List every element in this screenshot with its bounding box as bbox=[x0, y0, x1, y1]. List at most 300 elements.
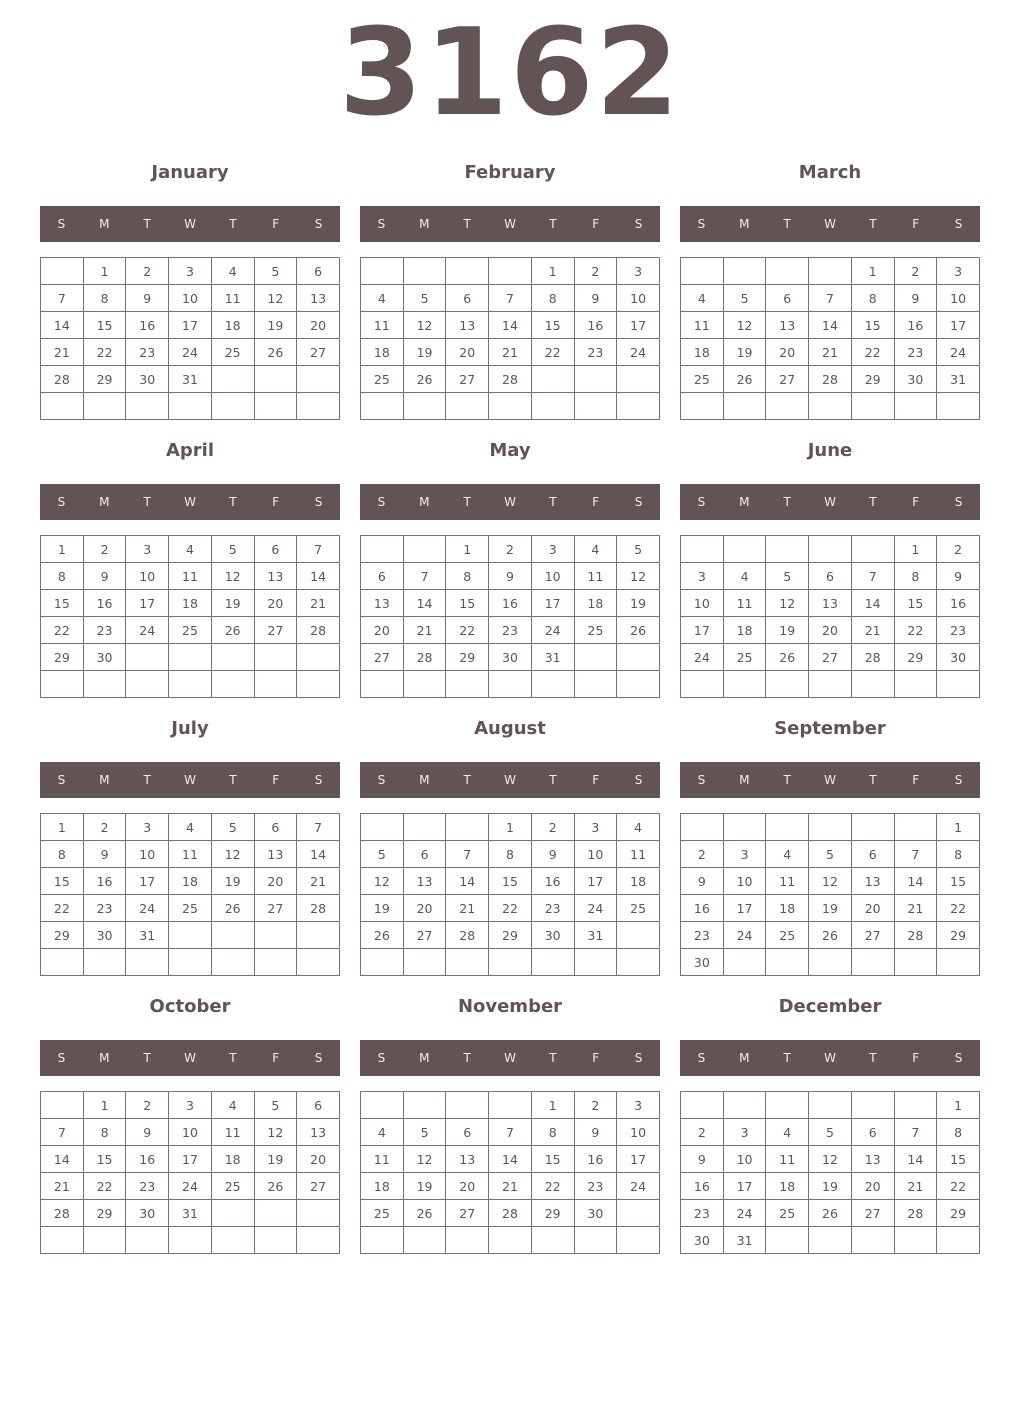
day-cell: 19 bbox=[809, 1173, 852, 1200]
day-cell: 26 bbox=[361, 922, 404, 949]
day-cell: 23 bbox=[574, 339, 617, 366]
day-cell: 29 bbox=[937, 1200, 980, 1227]
weekday-header bbox=[40, 484, 340, 520]
weekday-header bbox=[680, 484, 980, 520]
empty-day-cell bbox=[403, 1092, 446, 1119]
day-cell: 9 bbox=[574, 285, 617, 312]
week-row bbox=[681, 1173, 980, 1200]
day-cell: 21 bbox=[489, 1173, 532, 1200]
weekday-label: F bbox=[592, 495, 600, 509]
day-cell: 26 bbox=[403, 1200, 446, 1227]
day-cell: 19 bbox=[254, 312, 297, 339]
empty-day-cell bbox=[211, 366, 254, 393]
empty-day-cell bbox=[809, 536, 852, 563]
day-cell: 3 bbox=[681, 563, 724, 590]
day-cell: 24 bbox=[169, 1173, 212, 1200]
empty-day-cell bbox=[851, 814, 894, 841]
day-cell: 4 bbox=[169, 814, 212, 841]
weekday-label: W bbox=[504, 495, 516, 509]
day-cell: 26 bbox=[617, 617, 660, 644]
week-row bbox=[361, 366, 660, 393]
week-row bbox=[361, 536, 660, 563]
day-cell: 2 bbox=[126, 258, 169, 285]
day-cell: 24 bbox=[937, 339, 980, 366]
empty-day-cell bbox=[894, 949, 937, 976]
empty-day-cell bbox=[489, 1092, 532, 1119]
weekday-label: T bbox=[229, 495, 237, 509]
day-cell: 9 bbox=[894, 285, 937, 312]
day-cell: 25 bbox=[169, 895, 212, 922]
month-name: March bbox=[798, 162, 862, 183]
day-cell: 21 bbox=[809, 339, 852, 366]
day-cell: 19 bbox=[766, 617, 809, 644]
empty-day-cell bbox=[723, 671, 766, 698]
day-cell: 3 bbox=[126, 536, 169, 563]
empty-day-cell bbox=[254, 1200, 297, 1227]
day-cell: 29 bbox=[41, 922, 84, 949]
day-cell: 3 bbox=[126, 814, 169, 841]
empty-day-cell bbox=[41, 393, 84, 420]
day-cell: 15 bbox=[851, 312, 894, 339]
day-cell: 16 bbox=[681, 895, 724, 922]
day-cell: 13 bbox=[403, 868, 446, 895]
day-cell: 1 bbox=[531, 1092, 574, 1119]
week-row bbox=[361, 1227, 660, 1254]
day-cell: 9 bbox=[83, 563, 126, 590]
empty-day-cell bbox=[766, 1227, 809, 1254]
day-grid bbox=[360, 1091, 660, 1254]
day-cell: 2 bbox=[83, 814, 126, 841]
weekday-label: M bbox=[419, 1051, 430, 1065]
day-cell: 3 bbox=[574, 814, 617, 841]
day-cell: 30 bbox=[83, 922, 126, 949]
day-cell: 4 bbox=[361, 285, 404, 312]
day-cell: 20 bbox=[361, 617, 404, 644]
week-row bbox=[681, 644, 980, 671]
day-cell: 1 bbox=[446, 536, 489, 563]
weekday-label: F bbox=[592, 773, 600, 787]
day-cell: 16 bbox=[574, 312, 617, 339]
empty-day-cell bbox=[403, 536, 446, 563]
day-cell: 21 bbox=[851, 617, 894, 644]
day-cell: 6 bbox=[297, 258, 340, 285]
day-cell: 20 bbox=[254, 868, 297, 895]
day-cell: 24 bbox=[126, 895, 169, 922]
day-cell: 10 bbox=[126, 841, 169, 868]
weekday-label: S bbox=[634, 773, 643, 787]
week-row bbox=[361, 590, 660, 617]
day-cell: 6 bbox=[361, 563, 404, 590]
day-cell: 22 bbox=[446, 617, 489, 644]
day-cell: 18 bbox=[766, 895, 809, 922]
day-cell: 9 bbox=[574, 1119, 617, 1146]
day-cell: 9 bbox=[681, 868, 724, 895]
day-cell: 29 bbox=[83, 366, 126, 393]
day-cell: 18 bbox=[169, 590, 212, 617]
week-row bbox=[41, 671, 340, 698]
day-cell: 25 bbox=[361, 366, 404, 393]
weekday-label: M bbox=[739, 495, 750, 509]
day-cell: 1 bbox=[41, 814, 84, 841]
weekday-label: F bbox=[272, 217, 280, 231]
month-name: August bbox=[474, 718, 546, 739]
day-cell: 4 bbox=[723, 563, 766, 590]
day-cell: 18 bbox=[723, 617, 766, 644]
day-cell: 23 bbox=[681, 922, 724, 949]
week-row bbox=[41, 258, 340, 285]
day-cell: 9 bbox=[937, 563, 980, 590]
day-cell: 11 bbox=[681, 312, 724, 339]
day-cell: 19 bbox=[403, 339, 446, 366]
day-grid bbox=[680, 535, 980, 698]
week-row bbox=[681, 366, 980, 393]
day-cell: 17 bbox=[531, 590, 574, 617]
empty-day-cell bbox=[211, 1227, 254, 1254]
day-cell: 28 bbox=[894, 1200, 937, 1227]
day-cell: 3 bbox=[531, 536, 574, 563]
week-row bbox=[681, 258, 980, 285]
day-cell: 11 bbox=[211, 285, 254, 312]
day-cell: 22 bbox=[851, 339, 894, 366]
day-cell: 28 bbox=[894, 922, 937, 949]
day-cell: 22 bbox=[41, 895, 84, 922]
day-cell: 24 bbox=[531, 617, 574, 644]
day-cell: 16 bbox=[83, 868, 126, 895]
weekday-label: S bbox=[57, 773, 66, 787]
weekday-label: M bbox=[419, 773, 430, 787]
empty-day-cell bbox=[531, 393, 574, 420]
week-row bbox=[361, 644, 660, 671]
day-cell: 17 bbox=[937, 312, 980, 339]
day-cell: 24 bbox=[723, 1200, 766, 1227]
day-cell: 6 bbox=[851, 1119, 894, 1146]
day-cell: 24 bbox=[681, 644, 724, 671]
month-name: November bbox=[457, 996, 563, 1017]
day-cell: 9 bbox=[126, 285, 169, 312]
weekday-label: T bbox=[783, 1051, 791, 1065]
day-cell: 27 bbox=[766, 366, 809, 393]
day-cell: 31 bbox=[723, 1227, 766, 1254]
day-cell: 13 bbox=[446, 1146, 489, 1173]
day-cell: 22 bbox=[937, 1173, 980, 1200]
day-cell: 6 bbox=[809, 563, 852, 590]
week-row bbox=[41, 590, 340, 617]
day-cell: 17 bbox=[126, 868, 169, 895]
day-cell: 7 bbox=[297, 536, 340, 563]
empty-day-cell bbox=[254, 671, 297, 698]
day-cell: 9 bbox=[531, 841, 574, 868]
empty-day-cell bbox=[681, 671, 724, 698]
weekday-label: T bbox=[869, 773, 877, 787]
day-cell: 30 bbox=[937, 644, 980, 671]
day-cell: 27 bbox=[403, 922, 446, 949]
empty-day-cell bbox=[211, 671, 254, 698]
empty-day-cell bbox=[531, 671, 574, 698]
week-row bbox=[41, 868, 340, 895]
week-row bbox=[361, 1146, 660, 1173]
day-cell: 10 bbox=[617, 1119, 660, 1146]
day-cell: 17 bbox=[681, 617, 724, 644]
day-cell: 10 bbox=[169, 1119, 212, 1146]
week-row bbox=[361, 339, 660, 366]
day-cell: 23 bbox=[681, 1200, 724, 1227]
week-row bbox=[41, 949, 340, 976]
empty-day-cell bbox=[531, 366, 574, 393]
weekday-label: S bbox=[57, 495, 66, 509]
day-grid bbox=[40, 1091, 340, 1254]
day-cell: 7 bbox=[41, 285, 84, 312]
day-cell: 26 bbox=[254, 1173, 297, 1200]
day-cell: 30 bbox=[681, 1227, 724, 1254]
day-cell: 31 bbox=[531, 644, 574, 671]
empty-day-cell bbox=[361, 814, 404, 841]
day-cell: 8 bbox=[83, 1119, 126, 1146]
week-row bbox=[41, 312, 340, 339]
day-cell: 24 bbox=[617, 1173, 660, 1200]
day-cell: 26 bbox=[809, 922, 852, 949]
day-cell: 18 bbox=[681, 339, 724, 366]
day-cell: 4 bbox=[766, 1119, 809, 1146]
weekday-label: S bbox=[697, 1051, 706, 1065]
day-cell: 19 bbox=[617, 590, 660, 617]
day-cell: 30 bbox=[126, 1200, 169, 1227]
empty-day-cell bbox=[937, 949, 980, 976]
weekday-label: T bbox=[229, 1051, 237, 1065]
weekday-header bbox=[680, 1040, 980, 1076]
day-cell: 26 bbox=[766, 644, 809, 671]
weekday-header bbox=[40, 206, 340, 242]
day-cell: 26 bbox=[211, 895, 254, 922]
empty-day-cell bbox=[489, 393, 532, 420]
weekday-label: M bbox=[739, 773, 750, 787]
empty-day-cell bbox=[723, 814, 766, 841]
weekday-label: S bbox=[57, 1051, 66, 1065]
day-cell: 3 bbox=[937, 258, 980, 285]
day-cell: 22 bbox=[83, 1173, 126, 1200]
day-cell: 28 bbox=[446, 922, 489, 949]
empty-day-cell bbox=[766, 393, 809, 420]
day-cell: 5 bbox=[723, 285, 766, 312]
day-cell: 25 bbox=[211, 1173, 254, 1200]
day-cell: 28 bbox=[489, 1200, 532, 1227]
day-cell: 10 bbox=[723, 1146, 766, 1173]
day-cell: 20 bbox=[254, 590, 297, 617]
day-cell: 2 bbox=[574, 1092, 617, 1119]
day-cell: 7 bbox=[851, 563, 894, 590]
day-cell: 30 bbox=[489, 644, 532, 671]
weekday-label: S bbox=[954, 495, 963, 509]
day-cell: 7 bbox=[489, 1119, 532, 1146]
week-row bbox=[41, 393, 340, 420]
week-row bbox=[361, 1173, 660, 1200]
weekday-label: T bbox=[463, 495, 471, 509]
day-cell: 12 bbox=[809, 868, 852, 895]
day-cell: 14 bbox=[851, 590, 894, 617]
day-cell: 6 bbox=[446, 285, 489, 312]
day-cell: 11 bbox=[169, 841, 212, 868]
day-cell: 19 bbox=[211, 868, 254, 895]
day-cell: 2 bbox=[489, 536, 532, 563]
day-cell: 28 bbox=[41, 366, 84, 393]
weekday-label: M bbox=[739, 1051, 750, 1065]
month-november bbox=[360, 992, 660, 1262]
day-cell: 18 bbox=[361, 1173, 404, 1200]
weekday-label: W bbox=[184, 495, 196, 509]
week-row bbox=[361, 1119, 660, 1146]
weekday-label: S bbox=[697, 217, 706, 231]
day-cell: 10 bbox=[681, 590, 724, 617]
empty-day-cell bbox=[809, 1227, 852, 1254]
month-june bbox=[680, 436, 980, 706]
day-cell: 19 bbox=[361, 895, 404, 922]
day-cell: 27 bbox=[361, 644, 404, 671]
day-cell: 2 bbox=[531, 814, 574, 841]
day-grid bbox=[680, 813, 980, 976]
empty-day-cell bbox=[766, 258, 809, 285]
day-cell: 14 bbox=[809, 312, 852, 339]
weekday-header bbox=[680, 762, 980, 798]
week-row bbox=[41, 1092, 340, 1119]
week-row bbox=[681, 617, 980, 644]
day-cell: 17 bbox=[126, 590, 169, 617]
day-cell: 28 bbox=[297, 617, 340, 644]
day-cell: 27 bbox=[446, 1200, 489, 1227]
empty-day-cell bbox=[937, 393, 980, 420]
day-cell: 8 bbox=[894, 563, 937, 590]
day-cell: 17 bbox=[169, 1146, 212, 1173]
weekday-label: M bbox=[99, 1051, 110, 1065]
empty-day-cell bbox=[446, 814, 489, 841]
day-cell: 11 bbox=[361, 312, 404, 339]
day-cell: 13 bbox=[254, 563, 297, 590]
empty-day-cell bbox=[574, 671, 617, 698]
day-cell: 3 bbox=[617, 258, 660, 285]
day-cell: 13 bbox=[297, 1119, 340, 1146]
week-row bbox=[681, 922, 980, 949]
empty-day-cell bbox=[446, 393, 489, 420]
week-row bbox=[681, 671, 980, 698]
weekday-label: W bbox=[504, 1051, 516, 1065]
weekday-label: S bbox=[314, 217, 323, 231]
weekday-label: T bbox=[143, 1051, 151, 1065]
day-cell: 12 bbox=[809, 1146, 852, 1173]
day-cell: 13 bbox=[297, 285, 340, 312]
day-cell: 14 bbox=[489, 1146, 532, 1173]
day-cell: 10 bbox=[723, 868, 766, 895]
day-cell: 8 bbox=[937, 1119, 980, 1146]
day-cell: 14 bbox=[297, 563, 340, 590]
week-row bbox=[41, 1173, 340, 1200]
empty-day-cell bbox=[403, 949, 446, 976]
day-cell: 19 bbox=[723, 339, 766, 366]
empty-day-cell bbox=[297, 1227, 340, 1254]
day-cell: 3 bbox=[169, 258, 212, 285]
empty-day-cell bbox=[574, 1227, 617, 1254]
day-cell: 6 bbox=[254, 814, 297, 841]
day-cell: 11 bbox=[723, 590, 766, 617]
weekday-label: W bbox=[504, 217, 516, 231]
day-cell: 16 bbox=[126, 1146, 169, 1173]
empty-day-cell bbox=[211, 644, 254, 671]
day-cell: 29 bbox=[446, 644, 489, 671]
day-cell: 18 bbox=[361, 339, 404, 366]
month-name: January bbox=[151, 162, 229, 183]
weekday-label: T bbox=[143, 217, 151, 231]
month-october bbox=[40, 992, 340, 1262]
day-cell: 23 bbox=[937, 617, 980, 644]
day-cell: 8 bbox=[446, 563, 489, 590]
day-cell: 15 bbox=[41, 868, 84, 895]
empty-day-cell bbox=[361, 1227, 404, 1254]
weekday-label: T bbox=[783, 495, 791, 509]
week-row bbox=[681, 1119, 980, 1146]
month-name: June bbox=[807, 440, 853, 461]
day-cell: 12 bbox=[617, 563, 660, 590]
empty-day-cell bbox=[574, 393, 617, 420]
day-cell: 17 bbox=[617, 1146, 660, 1173]
weekday-label: T bbox=[463, 217, 471, 231]
week-row bbox=[361, 922, 660, 949]
week-row bbox=[41, 366, 340, 393]
day-cell: 28 bbox=[297, 895, 340, 922]
weekday-label: F bbox=[592, 1051, 600, 1065]
empty-day-cell bbox=[809, 814, 852, 841]
day-cell: 17 bbox=[574, 868, 617, 895]
weekday-label: T bbox=[463, 1051, 471, 1065]
day-cell: 28 bbox=[809, 366, 852, 393]
day-cell: 1 bbox=[83, 1092, 126, 1119]
day-cell: 6 bbox=[766, 285, 809, 312]
day-cell: 14 bbox=[41, 312, 84, 339]
empty-day-cell bbox=[41, 671, 84, 698]
weekday-header bbox=[680, 206, 980, 242]
empty-day-cell bbox=[83, 949, 126, 976]
week-row bbox=[681, 1227, 980, 1254]
week-row bbox=[41, 922, 340, 949]
day-cell: 13 bbox=[809, 590, 852, 617]
weekday-label: W bbox=[184, 773, 196, 787]
empty-day-cell bbox=[169, 1227, 212, 1254]
month-name: December bbox=[778, 996, 882, 1017]
empty-day-cell bbox=[41, 949, 84, 976]
day-cell: 4 bbox=[211, 258, 254, 285]
day-cell: 19 bbox=[254, 1146, 297, 1173]
day-cell: 20 bbox=[297, 312, 340, 339]
weekday-label: F bbox=[272, 1051, 280, 1065]
day-cell: 10 bbox=[169, 285, 212, 312]
empty-day-cell bbox=[766, 814, 809, 841]
weekday-header bbox=[40, 762, 340, 798]
weekday-label: T bbox=[229, 773, 237, 787]
day-cell: 29 bbox=[41, 644, 84, 671]
empty-day-cell bbox=[617, 366, 660, 393]
week-row bbox=[361, 617, 660, 644]
empty-day-cell bbox=[211, 1200, 254, 1227]
day-cell: 14 bbox=[446, 868, 489, 895]
empty-day-cell bbox=[254, 366, 297, 393]
empty-day-cell bbox=[681, 1092, 724, 1119]
day-cell: 19 bbox=[211, 590, 254, 617]
day-cell: 21 bbox=[489, 339, 532, 366]
empty-day-cell bbox=[851, 1092, 894, 1119]
empty-day-cell bbox=[723, 393, 766, 420]
weekday-label: S bbox=[954, 217, 963, 231]
day-cell: 16 bbox=[489, 590, 532, 617]
day-cell: 22 bbox=[41, 617, 84, 644]
week-row bbox=[681, 814, 980, 841]
weekday-label: F bbox=[272, 773, 280, 787]
day-cell: 23 bbox=[894, 339, 937, 366]
